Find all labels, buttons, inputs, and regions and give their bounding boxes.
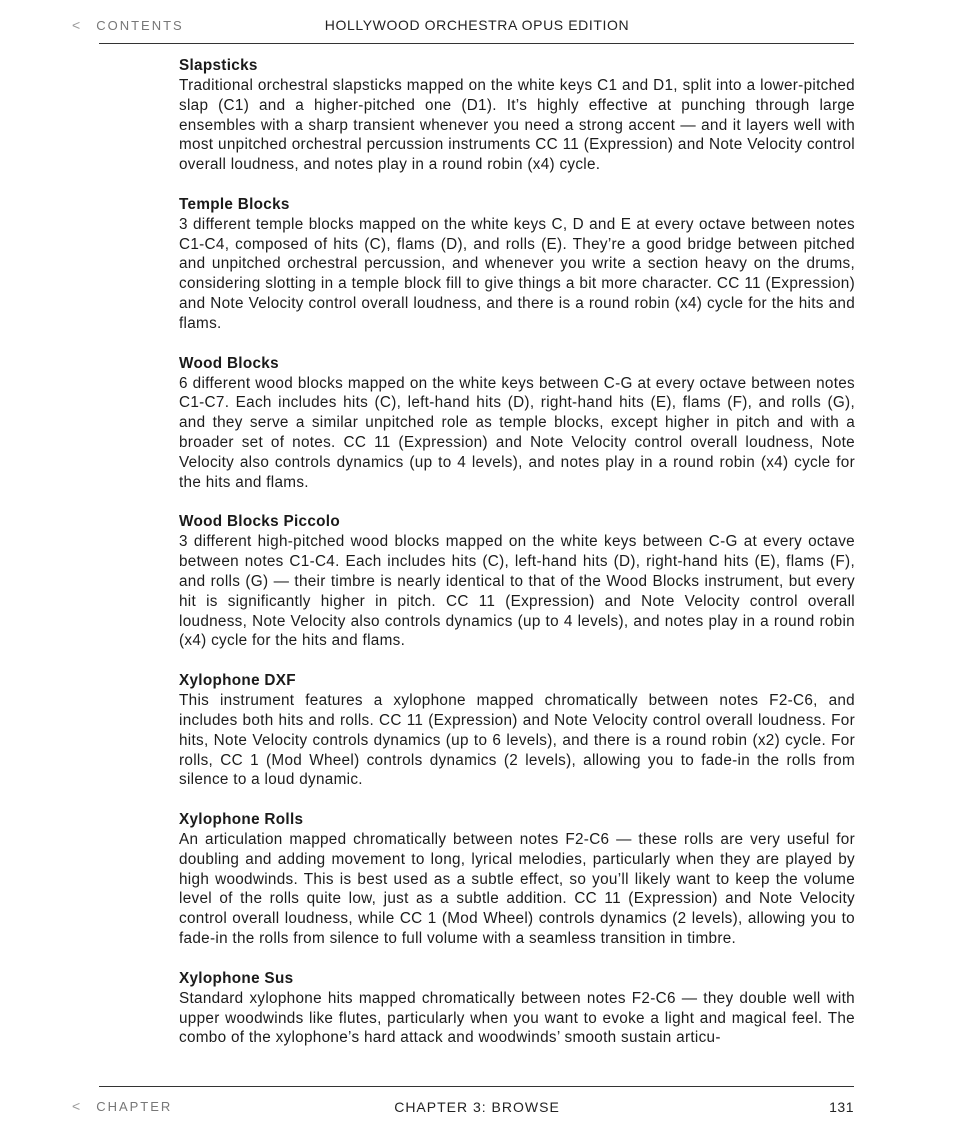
section-body: Standard xylophone hits mapped chromatically between notes F2-C6 — they double well with upper woodwinds like flutes, particularly when you want to evoke a light and magical feel. The combo of the xylophone’s hard attack and woodwinds’ smooth sustain articu- — [179, 989, 855, 1047]
contents-label: CONTENTS — [96, 17, 184, 33]
section-body: 6 different wood blocks mapped on the white keys between C-G at every octave between notes C1-C7. Each includes hits (C), left-hand hits (D), right-hand hits (E), flams (F), and rolls (G), and they serve a similar unpitched role as temple blocks, except higher in pitch and with a broader set of notes. CC 11 (Expression) and Note Velocity control overall loudness, Note Velocity also controls dynamics (up to 4 levels), and notes play in a round robin (x4) cycle for the hits and flams. — [179, 374, 855, 491]
section-title: Temple Blocks — [179, 195, 290, 213]
main-content — [179, 56, 855, 1068]
section-title: Xylophone Rolls — [179, 811, 304, 829]
section-slapsticks — [179, 56, 855, 175]
section-xylophone-dxf — [179, 671, 855, 790]
section-body: An articulation mapped chromatically between notes F2-C6 — these rolls are very useful for doubling and adding movement to long, lyrical melodies, particularly when they are played by high woodwinds. This is best used as a subtle effect, so you’ll likely want to keep the volume level of the rolls quite low, just as a subtle addition. CC 11 (Expression) and Note Velocity control overall loudness, while CC 1 (Mod Wheel) controls dynamics (2 levels), allowing you to fade-in the rolls from silence to full volume with a seamless transition in timbre. — [179, 830, 855, 948]
section-xylophone-rolls — [179, 810, 855, 949]
page-header — [0, 0, 954, 44]
section-body: This instrument features a xylophone mapped chromatically between notes F2-C6, and includes both hits and rolls. CC 11 (Expression) and Note Velocity control overall loudness. For hits, Note Velocity controls dynamics (up to 6 levels), and there is a round robin (x2) cycle. For rolls, CC 1 (Mod Wheel) controls dynamics (2 levels), allowing you to fade-in the rolls from silence to a loud dynamic. — [179, 692, 855, 789]
section-title: Xylophone Sus — [179, 969, 294, 987]
section-body: Traditional orchestral slapsticks mapped on the white keys C1 and D1, split into a lower-pitched slap (C1) and a higher-pitched one (D1). It’s highly effective at punching through large ensembles with a sharp transient whenever you need a strong accent — and it layers well with most unpitched orchestral percussion instruments CC 11 (Expression) and Note Velocity control overall loudness, and notes play in a round robin (x4) cycle. — [179, 76, 855, 174]
section-xylophone-sus — [179, 969, 855, 1048]
chapter-label: CHAPTER — [96, 1098, 173, 1114]
section-title: Wood Blocks Piccolo — [179, 513, 340, 531]
section-title: Xylophone DXF — [179, 672, 296, 690]
header-divider — [99, 43, 854, 44]
chevron-left-icon: < — [72, 1098, 81, 1114]
section-body: 3 different high-pitched wood blocks mapped on the white keys between C-G at every octave between notes C1-C4. Each includes hits (C), left-hand hits (D), right-hand hits (E), flams (F), and rolls (G) — their timbre is nearly identical to that of the Wood Blocks instrument, but every hit is significantly higher in pitch. CC 11 (Expression) and Note Velocity control overall loudness, Note Velocity also controls dynamics (up to 4 levels), and notes play in a round robin (x4) cycle for the hits and flams. — [179, 533, 855, 650]
section-wood-blocks-piccolo — [179, 512, 855, 651]
section-temple-blocks — [179, 195, 855, 334]
section-title: Wood Blocks — [179, 354, 279, 372]
page-number: 131 — [829, 1099, 854, 1115]
chevron-left-icon: < — [72, 17, 81, 33]
document-title: HOLLYWOOD ORCHESTRA OPUS EDITION — [324, 17, 630, 33]
chapter-title: CHAPTER 3: BROWSE — [394, 1099, 560, 1115]
section-wood-blocks — [179, 354, 855, 493]
footer-divider — [99, 1086, 854, 1087]
section-body: 3 different temple blocks mapped on the white keys C, D and E at every octave between notes C1-C4, composed of hits (C), flams (D), and rolls (E). They’re a good bridge between pitched and unpitched orchestral percussion, and whenever you write a section heavy on the drums, considering slotting in a temple block fill to give things a bit more character. CC 11 (Expression) and Note Velocity control overall loudness, and there is a round robin (x4) cycle for the hits and flams. — [179, 215, 855, 332]
section-title: Slapsticks — [179, 57, 258, 74]
